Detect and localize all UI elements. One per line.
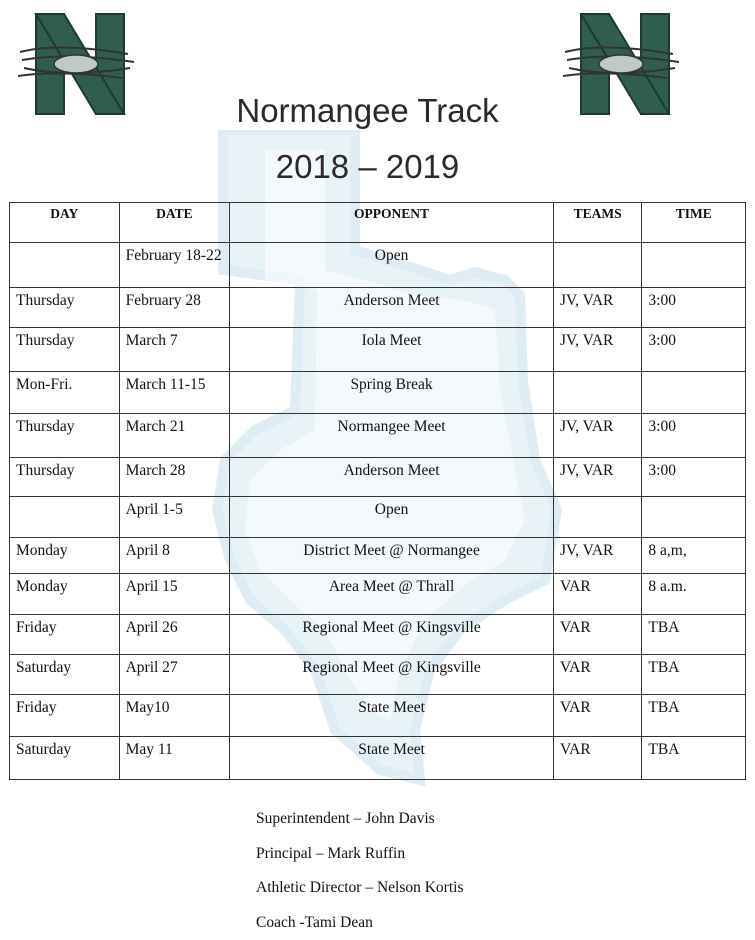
table-row (10, 615, 746, 655)
cell-date: March 21 (119, 414, 230, 458)
table-row (10, 328, 746, 372)
table-row (10, 288, 746, 328)
cell-day: Monday (10, 574, 120, 615)
cell-opponent: Normangee Meet (230, 414, 554, 458)
cell-day: Mon-Fri. (10, 372, 120, 414)
cell-day: Friday (10, 615, 120, 655)
staff-list (256, 802, 463, 940)
cell-teams: VAR (553, 737, 641, 780)
cell-time: TBA (642, 615, 746, 655)
table-row (10, 243, 746, 288)
cell-day (10, 497, 120, 538)
cell-date: May10 (119, 695, 230, 737)
table-row (10, 497, 746, 538)
cell-day: Thursday (10, 414, 120, 458)
staff-athletic-director: Athletic Director – Nelson Kortis (256, 879, 464, 896)
column-header-teams: TEAMS (553, 203, 641, 243)
cell-time: 8 a.m. (642, 574, 746, 615)
cell-time: TBA (642, 737, 746, 780)
cell-date: April 26 (119, 615, 230, 655)
cell-date: March 28 (119, 458, 230, 497)
cell-time (642, 243, 746, 288)
cell-teams: VAR (553, 655, 641, 695)
cell-teams (553, 372, 641, 414)
column-header-day: DAY (10, 203, 120, 243)
cell-teams (553, 497, 641, 538)
table-row (10, 414, 746, 458)
table-row (10, 574, 746, 615)
cell-date: May 11 (119, 737, 230, 780)
cell-opponent: Open (230, 497, 554, 538)
table-row (10, 695, 746, 737)
cell-time (642, 372, 746, 414)
cell-day: Thursday (10, 288, 120, 328)
cell-day: Thursday (10, 328, 120, 372)
cell-time: 3:00 (642, 328, 746, 372)
column-header-date: DATE (119, 203, 230, 243)
cell-opponent: Area Meet @ Thrall (230, 574, 554, 615)
cell-time: 3:00 (642, 458, 746, 497)
schedule-table (9, 202, 746, 780)
column-header-opponent: OPPONENT (230, 203, 554, 243)
table-row (10, 458, 746, 497)
cell-day: Friday (10, 695, 120, 737)
page-title: Normangee Track (236, 92, 499, 129)
table-row (10, 655, 746, 695)
cell-teams: VAR (553, 574, 641, 615)
cell-date: April 8 (119, 538, 230, 574)
cell-day: Saturday (10, 655, 120, 695)
table-header-row (10, 203, 746, 243)
cell-time: 8 a,m, (642, 538, 746, 574)
cell-day: Thursday (10, 458, 120, 497)
cell-teams: JV, VAR (553, 328, 641, 372)
cell-opponent: District Meet @ Normangee (230, 538, 554, 574)
cell-teams: JV, VAR (553, 538, 641, 574)
cell-teams: JV, VAR (553, 458, 641, 497)
table-row (10, 737, 746, 780)
cell-opponent: Anderson Meet (230, 288, 554, 328)
cell-opponent: State Meet (230, 737, 554, 780)
cell-date: April 1-5 (119, 497, 230, 538)
cell-time: TBA (642, 655, 746, 695)
cell-opponent: State Meet (230, 695, 554, 737)
cell-opponent: Spring Break (230, 372, 554, 414)
cell-teams: JV, VAR (553, 288, 641, 328)
cell-teams: JV, VAR (553, 414, 641, 458)
cell-teams (553, 243, 641, 288)
cell-day: Monday (10, 538, 120, 574)
cell-date: February 28 (119, 288, 230, 328)
column-header-time: TIME (642, 203, 746, 243)
cell-time: 3:00 (642, 414, 746, 458)
staff-coach: Coach -Tami Dean (256, 913, 373, 931)
cell-date: March 7 (119, 328, 230, 372)
cell-opponent: Regional Meet @ Kingsville (230, 615, 554, 655)
cell-teams: VAR (553, 695, 641, 737)
staff-superintendent: Superintendent – John Davis (256, 810, 435, 827)
season-label: 2018 – 2019 (275, 148, 460, 185)
cell-day (10, 243, 120, 288)
cell-teams: VAR (553, 615, 641, 655)
cell-time: 3:00 (642, 288, 746, 328)
cell-date: April 15 (119, 574, 230, 615)
staff-principal: Principal – Mark Ruffin (256, 844, 406, 862)
cell-opponent: Open (230, 243, 554, 288)
cell-opponent: Iola Meet (230, 328, 554, 372)
table-row (10, 372, 746, 414)
cell-date: February 18-22 (119, 243, 230, 288)
cell-date: April 27 (119, 655, 230, 695)
cell-time (642, 497, 746, 538)
cell-day: Saturday (10, 737, 120, 780)
cell-time: TBA (642, 695, 746, 737)
cell-opponent: Anderson Meet (230, 458, 554, 497)
cell-opponent: Regional Meet @ Kingsville (230, 655, 554, 695)
cell-date: March 11-15 (119, 372, 230, 414)
table-row (10, 538, 746, 574)
